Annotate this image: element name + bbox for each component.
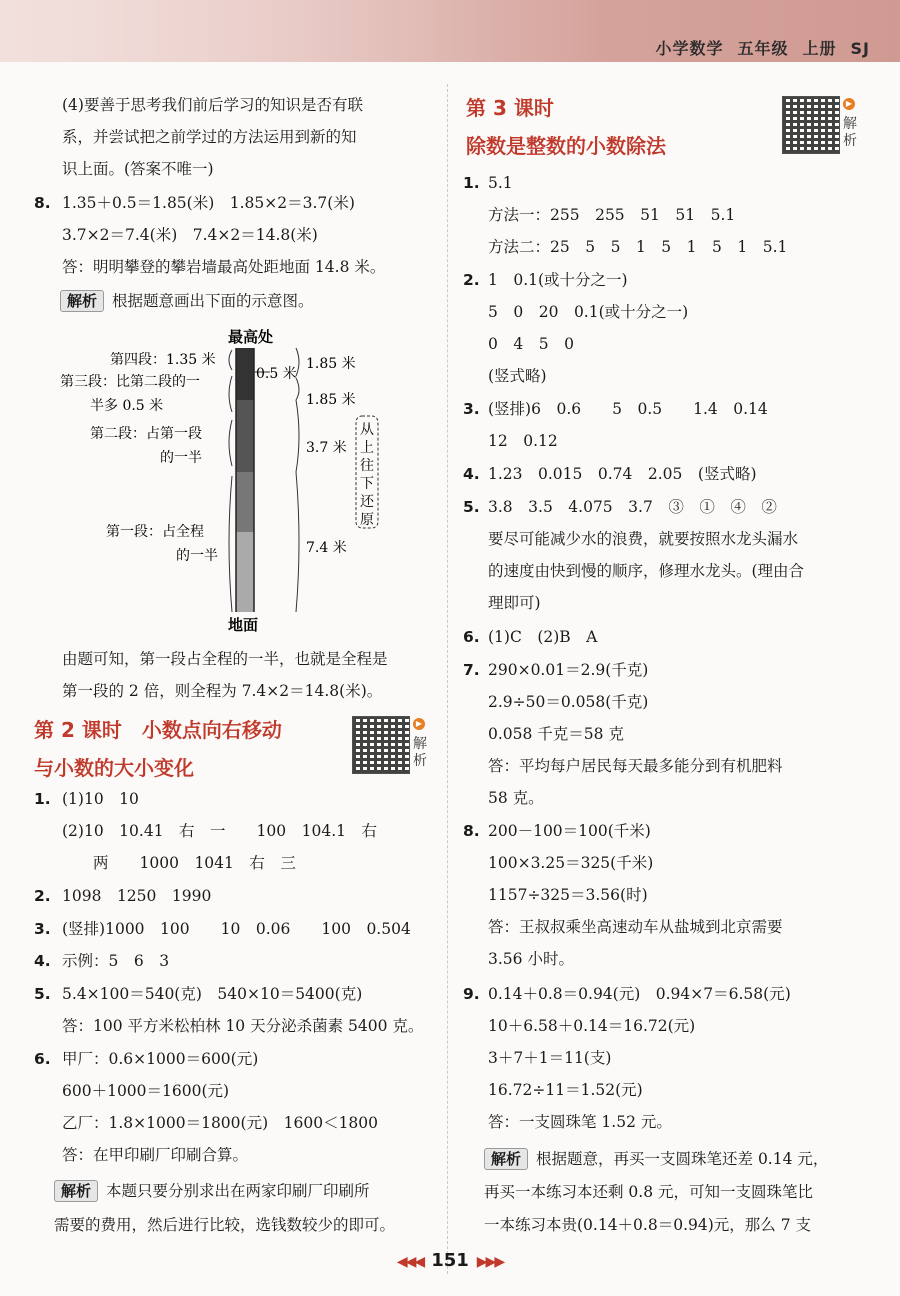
l3-q9-line-2: 10＋6.58＋0.14＝16.72(元) (488, 1017, 696, 1035)
l3-q1-line-3: 方法二：25 5 5 1 5 1 5 1 5.1 (488, 238, 788, 256)
lesson2-qr-code[interactable] (352, 716, 410, 774)
l3-q7-line-2: 2.9÷50＝0.058(千克) (488, 693, 649, 711)
analysis-tag: 解析 (484, 1148, 528, 1170)
l3-q8-line-4: 答：王叔叔乘坐高速动车从盐城到北京需要 (488, 918, 783, 936)
lesson3-title-1: 第 3 课时 (466, 96, 554, 120)
page-footer (0, 1250, 900, 1271)
seg2-label-a: 第二段：占第一段 (90, 426, 202, 442)
header-title (641, 36, 870, 59)
l3-q5-line-2: 要尽可能减少水的浪费，就要按照水龙头漏水 (488, 530, 799, 548)
conclusion-line-2: 第一段的 2 倍，则全程为 7.4×2＝14.8(米)。 (62, 682, 383, 700)
left-arrows-icon: ◀◀◀ (396, 1254, 424, 1270)
l3-q7-line-4: 答：平均每户居民每天最多能分到有机肥料 (488, 757, 783, 775)
climbing-diagram (50, 320, 430, 636)
column-divider (447, 84, 448, 1274)
l2-q5-number: 5. (34, 985, 51, 1003)
l3-q2-line-1: 1 0.1(或十分之一) (488, 271, 628, 289)
l3-q5-number: 5. (463, 498, 480, 516)
analysis-tag: 解析 (60, 290, 104, 312)
l3-q9-line-3: 3＋7＋1＝11(支) (488, 1049, 612, 1067)
bar-segment-3 (236, 400, 254, 472)
l2-q5-line-2: 答：100 平方米松柏林 10 天分泌杀菌素 5400 克。 (62, 1017, 424, 1035)
analysis-3-line-1: 根据题意，再买一支圆珠笔还差 0.14 元， (536, 1150, 829, 1168)
l3-q2-number: 2. (463, 271, 480, 289)
seg1-label-a: 第一段：占全程 (106, 524, 204, 540)
volume: 上册 (802, 39, 837, 58)
analysis-3-line-3: 一本练习本贵(0.14＋0.8＝0.94)元，那么 7 支 (484, 1216, 811, 1234)
q8-line-2: 3.7×2＝7.4(米) 7.4×2＝14.8(米) (62, 226, 318, 244)
l3-q3-line-2: 12 0.12 (488, 432, 558, 450)
l3-q6-line-1: (1)C (2)B A (488, 628, 598, 646)
analysis-1-text: 根据题意画出下面的示意图。 (112, 292, 314, 310)
l3-q9-line-4: 16.72÷11＝1.52(元) (488, 1081, 643, 1099)
l2-q4-number: 4. (34, 952, 51, 970)
lesson3-title-2: 除数是整数的小数除法 (466, 134, 666, 158)
l3-q8-line-2: 100×3.25＝325(千米) (488, 854, 654, 872)
measure-7-4: 7.4 米 (306, 540, 347, 556)
l3-q1-line-1: 5.1 (488, 174, 513, 192)
diagram-bottom-label: 地面 (228, 616, 259, 634)
bar-segment-2 (236, 472, 254, 532)
l3-q8-number: 8. (463, 822, 480, 840)
l2-q3-line-1: (竖排)1000 100 10 0.06 100 0.504 (62, 920, 411, 938)
l2-q2-number: 2. (34, 887, 51, 905)
l2-q1-line-3: 两 1000 1041 右 三 (62, 854, 296, 872)
l3-q7-line-1: 290×0.01＝2.9(千克) (488, 661, 649, 679)
analysis-2 (54, 1180, 370, 1202)
grade: 五年级 (737, 39, 789, 58)
analysis-3-line-2: 再买一本练习本还剩 0.8 元，可知一支圆珠笔比 (484, 1183, 814, 1201)
lesson3-qr-label: 解析 (843, 116, 857, 149)
reverse-char-4: 下 (360, 476, 374, 492)
l3-q8-line-1: 200－100＝100(千米) (488, 822, 651, 840)
measure-0-5: 0.5 米 (256, 366, 297, 382)
l2-q5-line-1: 5.4×100＝540(克) 540×10＝5400(克) (62, 985, 363, 1003)
lesson3-qr-code[interactable] (782, 96, 840, 154)
seg3-label-a: 第三段：比第二段的一 (60, 374, 200, 390)
edition: SJ (850, 39, 870, 58)
reverse-char-5: 还 (360, 494, 374, 510)
l2-q6-line-1: 甲厂：0.6×1000＝600(元) (62, 1050, 259, 1068)
l3-q4-line-1: 1.23 0.015 0.74 2.05 (竖式略) (488, 465, 757, 483)
l3-q1-line-2: 方法一：255 255 51 51 5.1 (488, 206, 736, 224)
l3-q4-number: 4. (463, 465, 480, 483)
bar-segment-4 (236, 348, 254, 400)
seg4-label: 第四段：1.35 米 (110, 352, 216, 368)
lesson2-qr-label: 解析 (413, 736, 427, 769)
measure-1-85: 1.85 米 (306, 392, 356, 408)
play-icon: ▶ (843, 98, 855, 110)
l3-q3-number: 3. (463, 400, 480, 418)
l3-q9-line-5: 答：一支圆珠笔 1.52 元。 (488, 1113, 672, 1131)
seg2-label-b: 的一半 (160, 450, 202, 466)
diagram-top-label: 最高处 (228, 328, 274, 346)
intro-line-3: 识上面。(答案不唯一) (62, 160, 214, 178)
l3-q2-line-3: 0 4 5 0 (488, 335, 574, 353)
l3-q9-number: 9. (463, 985, 480, 1003)
subject: 小学数学 (655, 39, 724, 58)
right-arrows-icon: ▶▶▶ (476, 1254, 504, 1270)
l3-q3-line-1: (竖排)6 0.6 5 0.5 1.4 0.14 (488, 400, 768, 418)
l3-q8-line-5: 3.56 小时。 (488, 950, 574, 968)
header-tab (0, 0, 600, 62)
l3-q5-line-4: 理即可) (488, 594, 541, 612)
intro-line-1: (4)要善于思考我们前后学习的知识是否有联 (62, 96, 363, 114)
measure-1-85-top: 1.85 米 (306, 356, 356, 372)
lesson2-title-1: 第 2 课时 小数点向右移动 (34, 718, 282, 742)
reverse-char-2: 上 (360, 440, 374, 456)
page-number: 151 (431, 1250, 469, 1271)
bar-segment-1 (236, 532, 254, 612)
l3-q5-line-3: 的速度由快到慢的顺序，修理水龙头。(理由合 (488, 562, 805, 580)
l2-q3-number: 3. (34, 920, 51, 938)
l2-q2-line-1: 1098 1250 1990 (62, 887, 212, 905)
lesson2-title-2: 与小数的大小变化 (34, 756, 194, 780)
reverse-char-3: 往 (360, 458, 374, 474)
l2-q1-number: 1. (34, 790, 51, 808)
l3-q5-line-1: 3.8 3.5 4.075 3.7 ③ ① ④ ② (488, 498, 777, 516)
intro-line-2: 系，并尝试把之前学过的方法运用到新的知 (62, 128, 357, 146)
q8-line-3: 答：明明攀登的攀岩墙最高处距地面 14.8 米。 (62, 258, 386, 276)
l3-q2-line-4: (竖式略) (488, 367, 547, 385)
q8-number: 8. (34, 194, 51, 212)
l2-q6-number: 6. (34, 1050, 51, 1068)
analysis-2-line-1: 本题只要分别求出在两家印刷厂印刷所 (106, 1182, 370, 1200)
l3-q2-line-2: 5 0 20 0.1(或十分之一) (488, 303, 689, 321)
l2-q6-line-2: 600＋1000＝1600(元) (62, 1082, 230, 1100)
q8-line-1: 1.35＋0.5＝1.85(米) 1.85×2＝3.7(米) (62, 194, 355, 212)
l2-q4-line-1: 示例：5 6 3 (62, 952, 170, 970)
l3-q7-line-3: 0.058 千克＝58 克 (488, 725, 624, 743)
analysis-1 (60, 290, 314, 312)
l2-q1-line-1: (1)10 10 (62, 790, 139, 808)
analysis-2-line-2: 需要的费用，然后进行比较，选钱数较少的即可。 (54, 1216, 396, 1234)
l3-q9-line-1: 0.14＋0.8＝0.94(元) 0.94×7＝6.58(元) (488, 985, 791, 1003)
l3-q7-line-5: 58 克。 (488, 789, 544, 807)
reverse-char-6: 原 (360, 512, 374, 528)
measure-3-7: 3.7 米 (306, 440, 347, 456)
l2-q1-line-2: (2)10 10.41 右 一 100 104.1 右 (62, 822, 378, 840)
analysis-3 (484, 1148, 828, 1170)
l3-q6-number: 6. (463, 628, 480, 646)
l3-q7-number: 7. (463, 661, 480, 679)
analysis-tag: 解析 (54, 1180, 98, 1202)
l2-q6-line-4: 答：在甲印刷厂印刷合算。 (62, 1146, 249, 1164)
l3-q8-line-3: 1157÷325＝3.56(时) (488, 886, 648, 904)
seg3-label-b: 半多 0.5 米 (90, 398, 164, 414)
conclusion-line-1: 由题可知，第一段占全程的一半，也就是全程是 (62, 650, 388, 668)
play-icon: ▶ (413, 718, 425, 730)
seg1-label-b: 的一半 (176, 548, 218, 564)
reverse-char-1: 从 (360, 422, 374, 438)
l3-q1-number: 1. (463, 174, 480, 192)
l2-q6-line-3: 乙厂：1.8×1000＝1800(元) 1600＜1800 (62, 1114, 379, 1132)
